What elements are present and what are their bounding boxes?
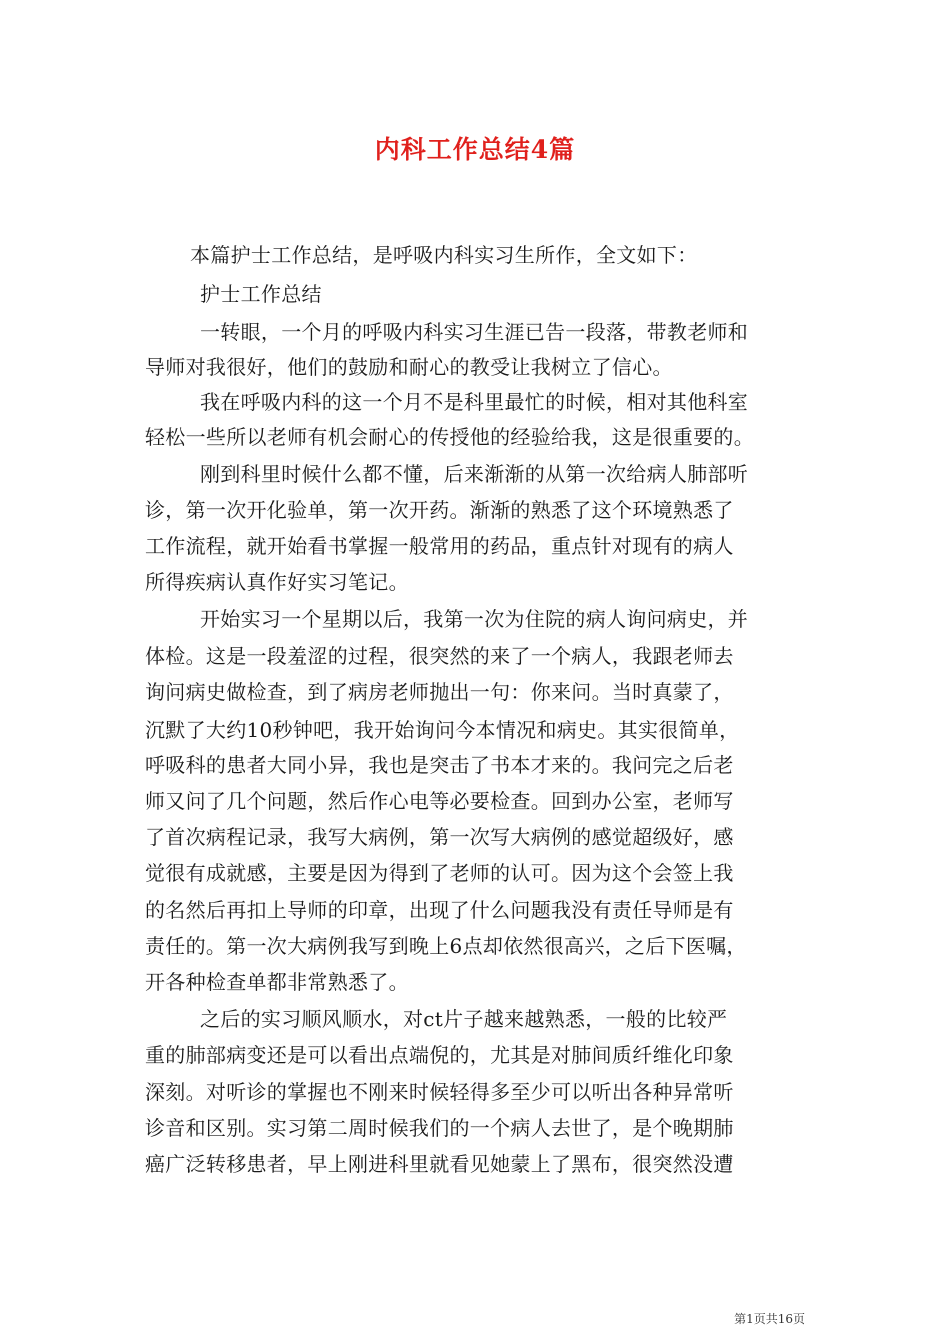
text-line: 深刻。对听诊的掌握也不刚来时候轻得多至少可以听出各种异常听 (145, 1080, 734, 1104)
text-line: 导师对我很好，他们的鼓励和耐心的教受让我树立了信心。 (145, 355, 673, 379)
text-line: 癌广泛转移患者，早上刚进科里就看见她蒙上了黑布，很突然没遭 (145, 1152, 734, 1176)
text-line: 师又问了几个问题，然后作心电等必要检查。回到办公室，老师写 (145, 789, 734, 813)
text-line: 重的肺部病变还是可以看出点端倪的，尤其是对肺间质纤维化印象 (145, 1043, 734, 1067)
text-line: 诊，第一次开化验单，第一次开药。渐渐的熟悉了这个环境熟悉了 (145, 498, 734, 522)
text-line: 开各种检查单都非常熟悉了。 (145, 970, 409, 994)
text-line: 询问病史做检查，到了病房老师抛出一句：你来问。当时真蒙了， (145, 680, 734, 704)
text-line: 诊音和区别。实习第二周时候我们的一个病人去世了，是个晚期肺 (145, 1116, 734, 1140)
text-line: 沉默了大约10秒钟吧，我开始询问今本情况和病史。其实很简单， (145, 718, 740, 742)
text-line: 体检。这是一段羞涩的过程，很突然的来了一个病人，我跟老师去 (145, 644, 734, 668)
text-line: 开始实习一个星期以后，我第一次为住院的病人询问病史，并 (200, 607, 749, 631)
text-line: 一转眼，一个月的呼吸内科实习生涯已告一段落，带教老师和 (200, 320, 749, 344)
text-line: 轻松一些所以老师有机会耐心的传授他的经验给我，这是很重要的。 (145, 425, 754, 449)
text-line: 工作流程，就开始看书掌握一般常用的药品，重点针对现有的病人 (145, 534, 734, 558)
document-title: 内科工作总结4篇 (374, 135, 576, 164)
text-line: 本篇护士工作总结，是呼吸内科实习生所作，全文如下： (190, 243, 698, 267)
text-line: 责任的。第一次大病例我写到晚上6点却依然很高兴，之后下医嘱， (145, 934, 747, 958)
text-line: 之后的实习顺风顺水，对ct片子越来越熟悉，一般的比较严 (200, 1007, 728, 1031)
text-line: 呼吸科的患者大同小异，我也是突击了书本才来的。我问完之后老 (145, 753, 734, 777)
text-line: 我在呼吸内科的这一个月不是科里最忙的时候，相对其他科室 (200, 390, 749, 414)
page-number: 第1页共16页 (734, 1312, 805, 1326)
text-line: 的名然后再扣上导师的印章，出现了什么问题我没有责任导师是有 (145, 898, 734, 922)
text-line: 护士工作总结 (200, 282, 322, 306)
text-line: 刚到科里时候什么都不懂，后来渐渐的从第一次给病人肺部听 (200, 462, 749, 486)
text-line: 了首次病程记录，我写大病例，第一次写大病例的感觉超级好，感 (145, 825, 734, 849)
text-line: 觉很有成就感，主要是因为得到了老师的认可。因为这个会签上我 (145, 861, 734, 885)
text-line: 所得疾病认真作好实习笔记。 (145, 570, 409, 594)
